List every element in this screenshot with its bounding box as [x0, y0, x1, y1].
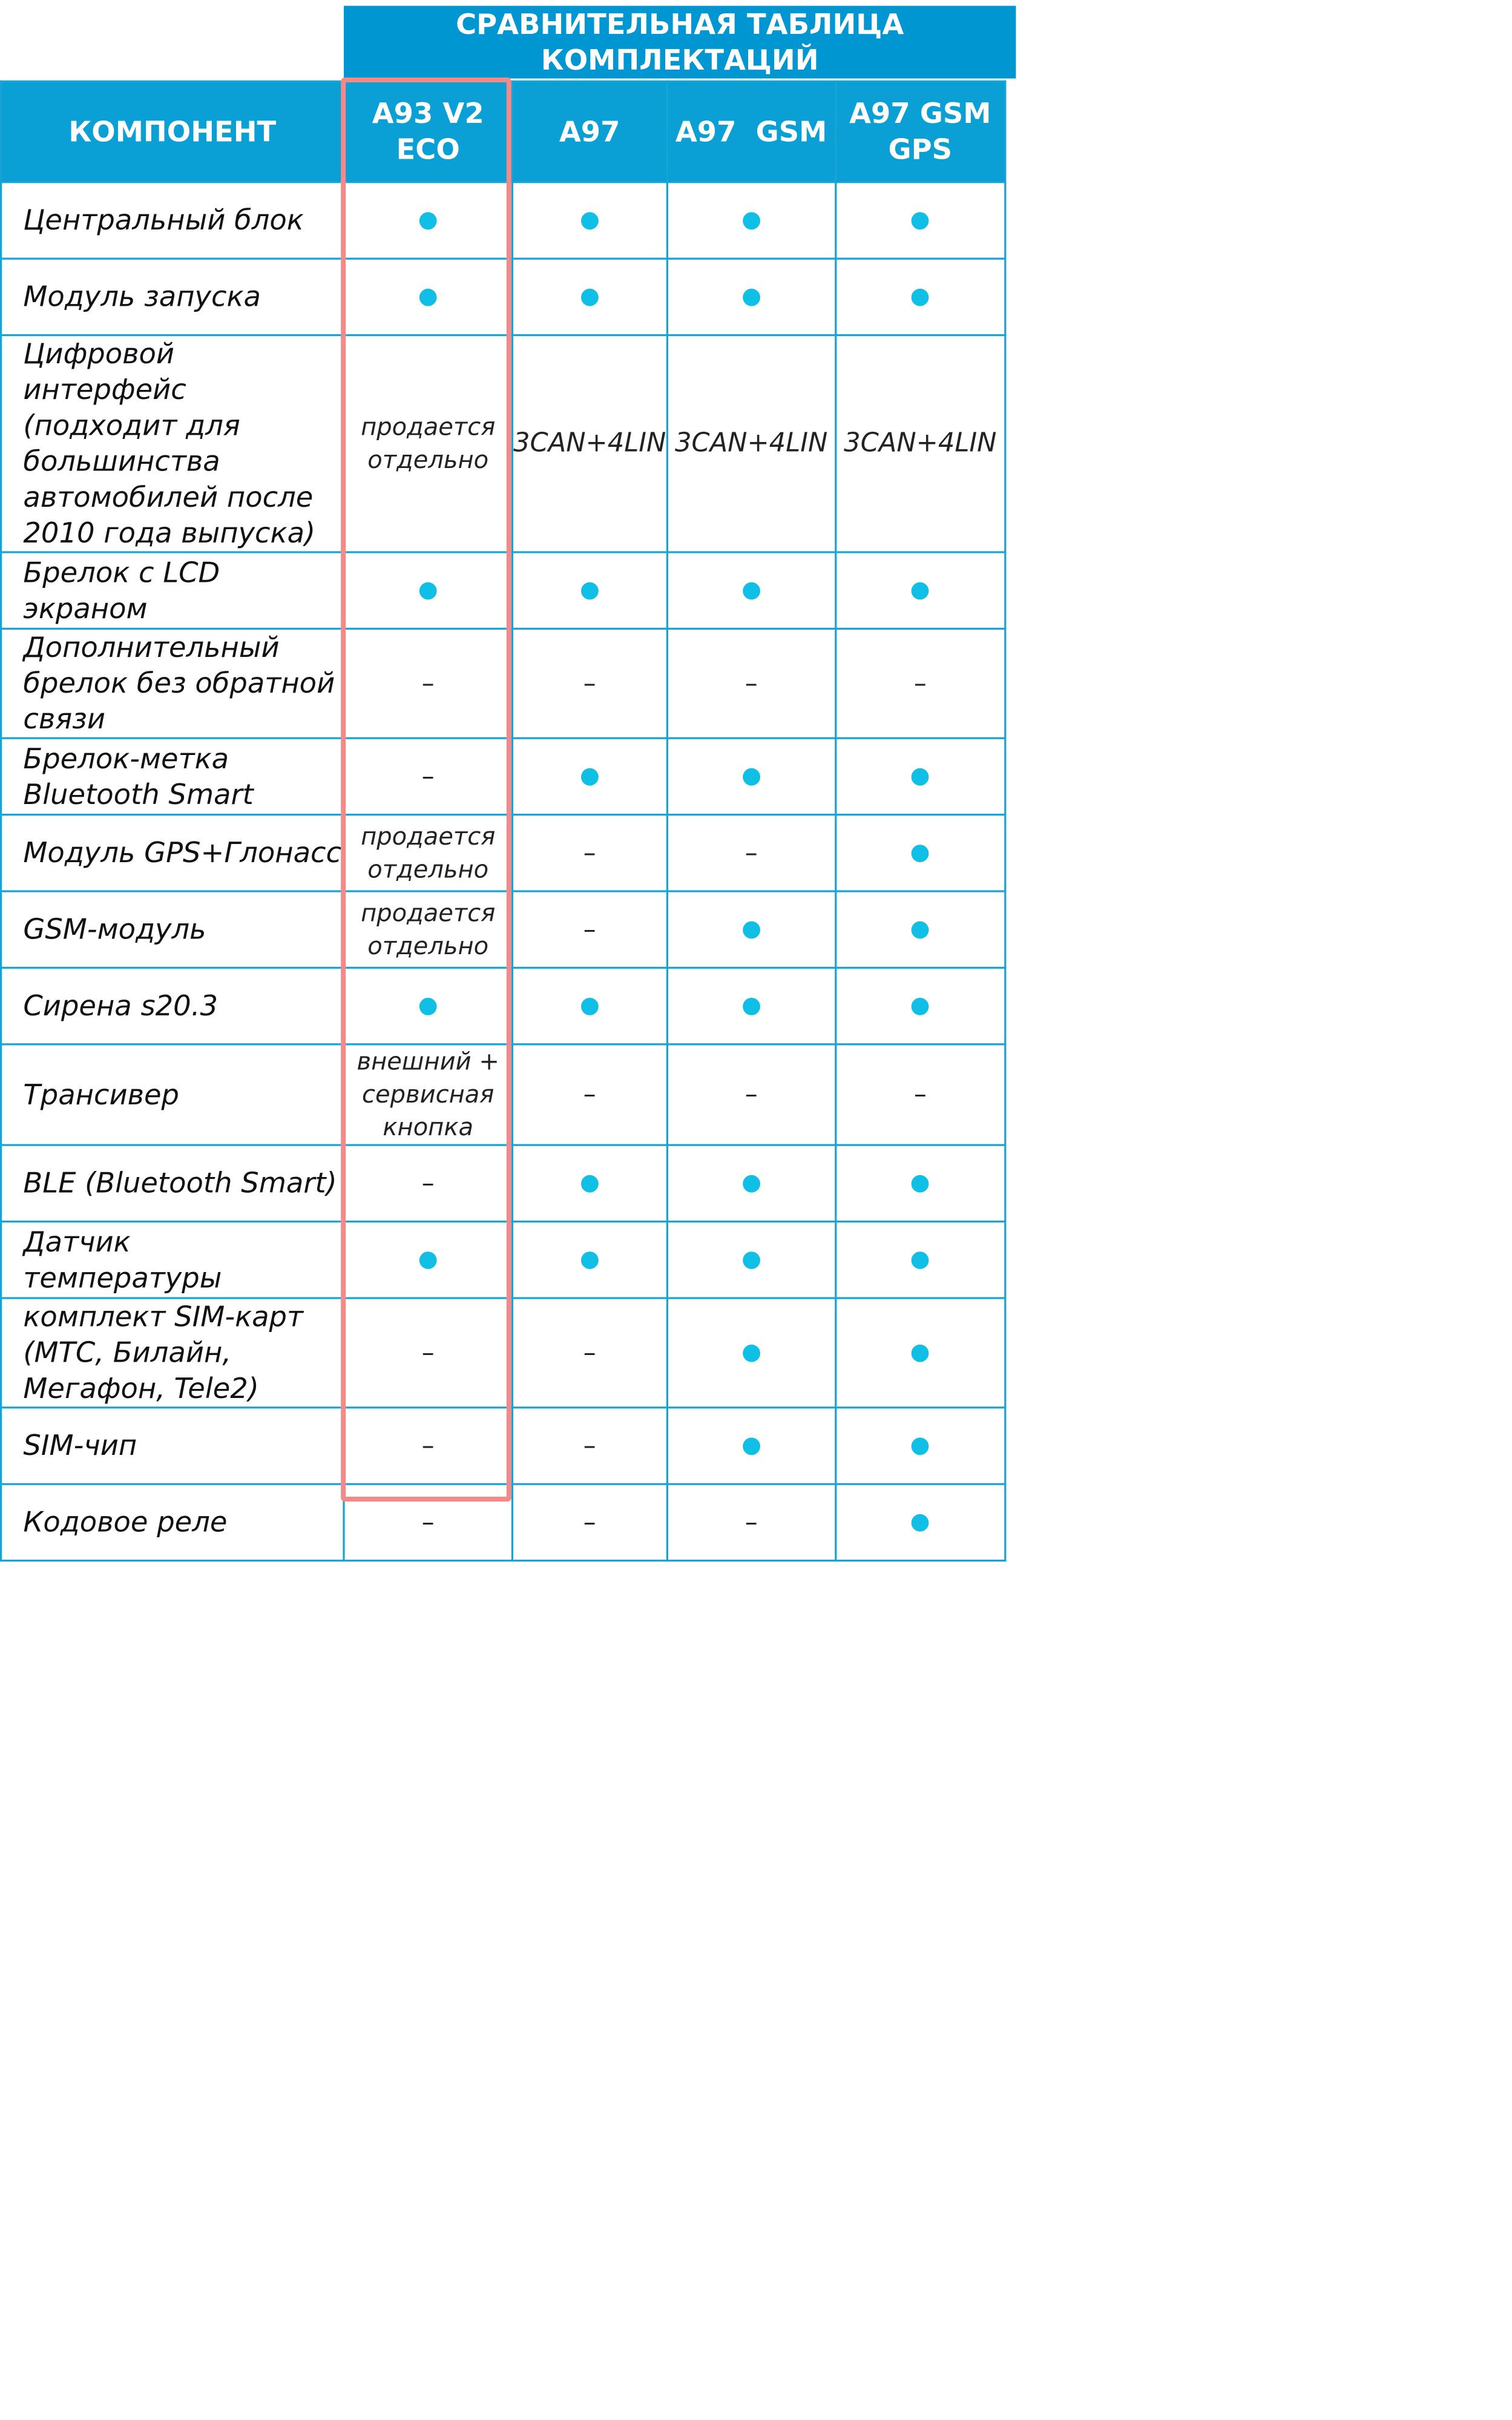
header-component: [1, 81, 344, 182]
component-name-line: Брелок с LCD экраном: [23, 555, 220, 625]
included-cell: [835, 1484, 1005, 1560]
interface-cell: [512, 335, 667, 552]
header-model-line: A97 GSM: [849, 97, 991, 130]
included-cell: [667, 552, 835, 628]
included-cell: [835, 968, 1005, 1044]
included-cell: [512, 182, 667, 259]
component-name-cell: [1, 335, 344, 552]
not-included-dash: –: [744, 838, 758, 868]
included-cell: [667, 891, 835, 968]
component-name-line: Сирена s20.3: [23, 989, 218, 1022]
included-dot-icon: [743, 1438, 760, 1456]
included-cell: [835, 815, 1005, 891]
included-cell: [344, 259, 512, 335]
included-cell: [835, 552, 1005, 628]
included-cell: [835, 182, 1005, 259]
sold-separately-cell: [344, 335, 512, 552]
component-name-cell: [1, 1222, 344, 1298]
component-name-line: Кодовое реле: [23, 1505, 228, 1538]
component-name-line: Модуль GPS+Глонасс: [23, 836, 342, 869]
header-model-line: A97: [559, 114, 620, 148]
interface-cell: [835, 335, 1005, 552]
header-model-a97-gsm: [667, 81, 835, 182]
included-cell: [835, 1145, 1005, 1221]
not-included-dash: –: [583, 838, 596, 868]
sold-separately-cell: [344, 891, 512, 968]
external-transceiver-line: сервисная: [362, 1080, 495, 1109]
included-cell: [344, 968, 512, 1044]
component-name-cell: [1, 1044, 344, 1145]
table-title-line-1: СРАВНИТЕЛЬНАЯ ТАБЛИЦА: [456, 7, 904, 41]
table-title-line-2: КОМПЛЕКТАЦИЙ: [541, 43, 819, 76]
component-name-cell: [1, 1145, 344, 1221]
component-name-line: GSM-модуль: [23, 912, 206, 946]
included-dot-icon: [912, 1514, 929, 1532]
component-name-line: Мегафон, Tele2): [23, 1371, 259, 1405]
included-dot-icon: [912, 213, 929, 230]
header-model-a97: [512, 81, 667, 182]
included-dot-icon: [581, 289, 599, 306]
table-row: [1, 738, 1005, 814]
component-name-line: большинства: [23, 444, 220, 478]
included-cell: [667, 1222, 835, 1298]
component-name-cell: [1, 259, 344, 335]
sold-separately-text: [345, 897, 511, 963]
included-dot-icon: [743, 1175, 760, 1193]
header-model-line: A93 V2: [372, 97, 484, 130]
sold-separately-line: отдельно: [367, 855, 489, 883]
not-included-dash: –: [421, 762, 435, 791]
component-name-cell: [1, 1484, 344, 1560]
included-dot-icon: [912, 582, 929, 600]
header-model-a93-v2-eco: [344, 81, 512, 182]
component-name-line: связи: [23, 702, 106, 736]
included-dot-icon: [581, 768, 599, 786]
included-cell: [667, 1298, 835, 1408]
not-included-cell: [667, 1484, 835, 1560]
component-name-line: Bluetooth Smart: [23, 777, 254, 811]
header-model-line: ECO: [396, 133, 460, 166]
not-included-cell: [344, 1145, 512, 1221]
component-name-line: (МТС, Билайн,: [23, 1336, 232, 1369]
not-included-dash: –: [583, 915, 596, 945]
included-cell: [512, 259, 667, 335]
component-name-line: Трансивер: [23, 1078, 180, 1111]
component-name-line: автомобилей после: [23, 480, 314, 513]
component-name-line: Дополнительный: [23, 630, 280, 664]
sold-separately-line: отдельно: [367, 446, 489, 474]
table-row: [1, 1145, 1005, 1221]
sold-separately-text: [345, 820, 511, 886]
interface-cell: [667, 335, 835, 552]
component-name-line: (подходит для: [23, 409, 240, 442]
included-dot-icon: [912, 1438, 929, 1456]
included-cell: [512, 1145, 667, 1221]
included-cell: [835, 1222, 1005, 1298]
external-transceiver-text: [345, 1045, 511, 1144]
not-included-cell: [512, 1408, 667, 1484]
component-name-line: BLE (Bluetooth Smart): [23, 1166, 337, 1199]
component-name-line: 2010 года выпуска): [23, 516, 316, 550]
component-name-line: Брелок-метка: [23, 741, 229, 775]
included-cell: [512, 1222, 667, 1298]
included-dot-icon: [419, 582, 437, 600]
included-cell: [512, 738, 667, 814]
included-dot-icon: [743, 768, 760, 786]
not-included-cell: [344, 738, 512, 814]
not-included-dash: –: [421, 1508, 435, 1537]
component-name-cell: [1, 891, 344, 968]
table-row: [1, 1484, 1005, 1560]
included-dot-icon: [912, 768, 929, 786]
component-name-line: Модуль запуска: [23, 280, 261, 313]
not-included-dash: –: [421, 1169, 435, 1198]
header-model-a97-gsm-gps: [835, 81, 1005, 182]
header-model-line: GPS: [888, 133, 953, 166]
component-name-cell: [1, 628, 344, 738]
table-body: [1, 182, 1005, 1561]
header-model-line: A97 GSM: [675, 114, 827, 148]
component-name-cell: [1, 552, 344, 628]
included-cell: [835, 259, 1005, 335]
not-included-cell: [667, 815, 835, 891]
not-included-cell: [835, 628, 1005, 738]
table-row: [1, 552, 1005, 628]
not-included-dash: –: [583, 1508, 596, 1537]
table-row: [1, 1408, 1005, 1484]
table-row: [1, 815, 1005, 891]
sold-separately-text: [345, 410, 511, 476]
included-cell: [667, 259, 835, 335]
component-name-cell: [1, 968, 344, 1044]
included-dot-icon: [419, 1252, 437, 1270]
not-included-cell: [667, 628, 835, 738]
sold-separately-line: продается: [361, 822, 496, 850]
included-cell: [667, 968, 835, 1044]
interface-text: 3CAN+4LIN: [844, 428, 997, 458]
not-included-dash: –: [913, 668, 927, 698]
included-dot-icon: [581, 1252, 599, 1270]
included-dot-icon: [743, 998, 760, 1015]
not-included-dash: –: [744, 1080, 758, 1109]
table-row: [1, 968, 1005, 1044]
header-row: [1, 81, 1005, 182]
not-included-cell: [512, 1298, 667, 1408]
not-included-dash: –: [583, 1431, 596, 1460]
interface-text: 3CAN+4LIN: [674, 428, 828, 458]
not-included-dash: –: [583, 1338, 596, 1368]
sold-separately-line: продается: [361, 898, 496, 927]
table-row: [1, 259, 1005, 335]
included-dot-icon: [419, 213, 437, 230]
table-row: [1, 1298, 1005, 1408]
component-name-line: Центральный блок: [23, 203, 304, 237]
component-name-line: температуры: [23, 1261, 222, 1294]
included-cell: [512, 552, 667, 628]
table-row: [1, 1222, 1005, 1298]
comparison-table: [0, 81, 1006, 1561]
header-component-label: КОМПОНЕНТ: [68, 114, 277, 148]
interface-text: 3CAN+4LIN: [513, 428, 666, 458]
not-included-cell: [344, 1408, 512, 1484]
not-included-dash: –: [744, 1508, 758, 1537]
not-included-cell: [512, 628, 667, 738]
included-cell: [344, 182, 512, 259]
included-cell: [344, 552, 512, 628]
not-included-dash: –: [583, 668, 596, 698]
sold-separately-line: отдельно: [367, 931, 489, 960]
included-cell: [835, 738, 1005, 814]
included-cell: [667, 1145, 835, 1221]
not-included-cell: [344, 1484, 512, 1560]
included-cell: [667, 182, 835, 259]
not-included-cell: [344, 1298, 512, 1408]
not-included-cell: [512, 1484, 667, 1560]
included-dot-icon: [743, 289, 760, 306]
included-dot-icon: [581, 998, 599, 1015]
component-name-cell: [1, 738, 344, 814]
component-name-cell: [1, 182, 344, 259]
table-row: [1, 1044, 1005, 1145]
included-cell: [667, 1408, 835, 1484]
included-dot-icon: [743, 213, 760, 230]
not-included-dash: –: [421, 1338, 435, 1368]
not-included-dash: –: [421, 668, 435, 698]
not-included-cell: [344, 628, 512, 738]
not-included-cell: [512, 891, 667, 968]
included-dot-icon: [743, 1345, 760, 1362]
included-dot-icon: [419, 289, 437, 306]
included-dot-icon: [581, 213, 599, 230]
not-included-dash: –: [583, 1080, 596, 1109]
table-row: [1, 628, 1005, 738]
included-dot-icon: [743, 1252, 760, 1270]
component-name-line: SIM-чип: [23, 1429, 137, 1462]
included-dot-icon: [912, 998, 929, 1015]
not-included-dash: –: [744, 668, 758, 698]
table-row: [1, 891, 1005, 968]
external-transceiver-line: кнопка: [383, 1113, 473, 1141]
external-transceiver-line: внешний +: [357, 1047, 499, 1075]
included-dot-icon: [581, 1175, 599, 1193]
external-transceiver-cell: [344, 1044, 512, 1145]
component-name-line: брелок без обратной: [23, 666, 335, 700]
component-name-cell: [1, 1408, 344, 1484]
table-title-banner: [344, 6, 1016, 79]
sold-separately-line: продается: [361, 412, 496, 441]
included-dot-icon: [912, 845, 929, 863]
not-included-cell: [512, 1044, 667, 1145]
included-dot-icon: [912, 289, 929, 306]
included-cell: [667, 738, 835, 814]
not-included-cell: [667, 1044, 835, 1145]
table-row: [1, 182, 1005, 259]
included-dot-icon: [743, 922, 760, 939]
included-dot-icon: [743, 582, 760, 600]
component-name-line: комплект SIM-карт: [23, 1300, 304, 1333]
included-dot-icon: [581, 582, 599, 600]
not-included-cell: [835, 1044, 1005, 1145]
not-included-dash: –: [421, 1431, 435, 1460]
included-dot-icon: [912, 922, 929, 939]
component-name-line: Цифровой интерфейс: [23, 337, 186, 406]
component-name-cell: [1, 1298, 344, 1408]
component-name-line: Датчик: [23, 1225, 131, 1258]
included-cell: [835, 891, 1005, 968]
not-included-cell: [512, 815, 667, 891]
table-row: [1, 335, 1005, 552]
sold-separately-cell: [344, 815, 512, 891]
included-dot-icon: [912, 1252, 929, 1270]
included-cell: [835, 1298, 1005, 1408]
included-dot-icon: [912, 1345, 929, 1362]
included-cell: [344, 1222, 512, 1298]
component-name-cell: [1, 815, 344, 891]
not-included-dash: –: [913, 1080, 927, 1109]
included-dot-icon: [419, 998, 437, 1015]
included-cell: [512, 968, 667, 1044]
included-dot-icon: [912, 1175, 929, 1193]
included-cell: [835, 1408, 1005, 1484]
